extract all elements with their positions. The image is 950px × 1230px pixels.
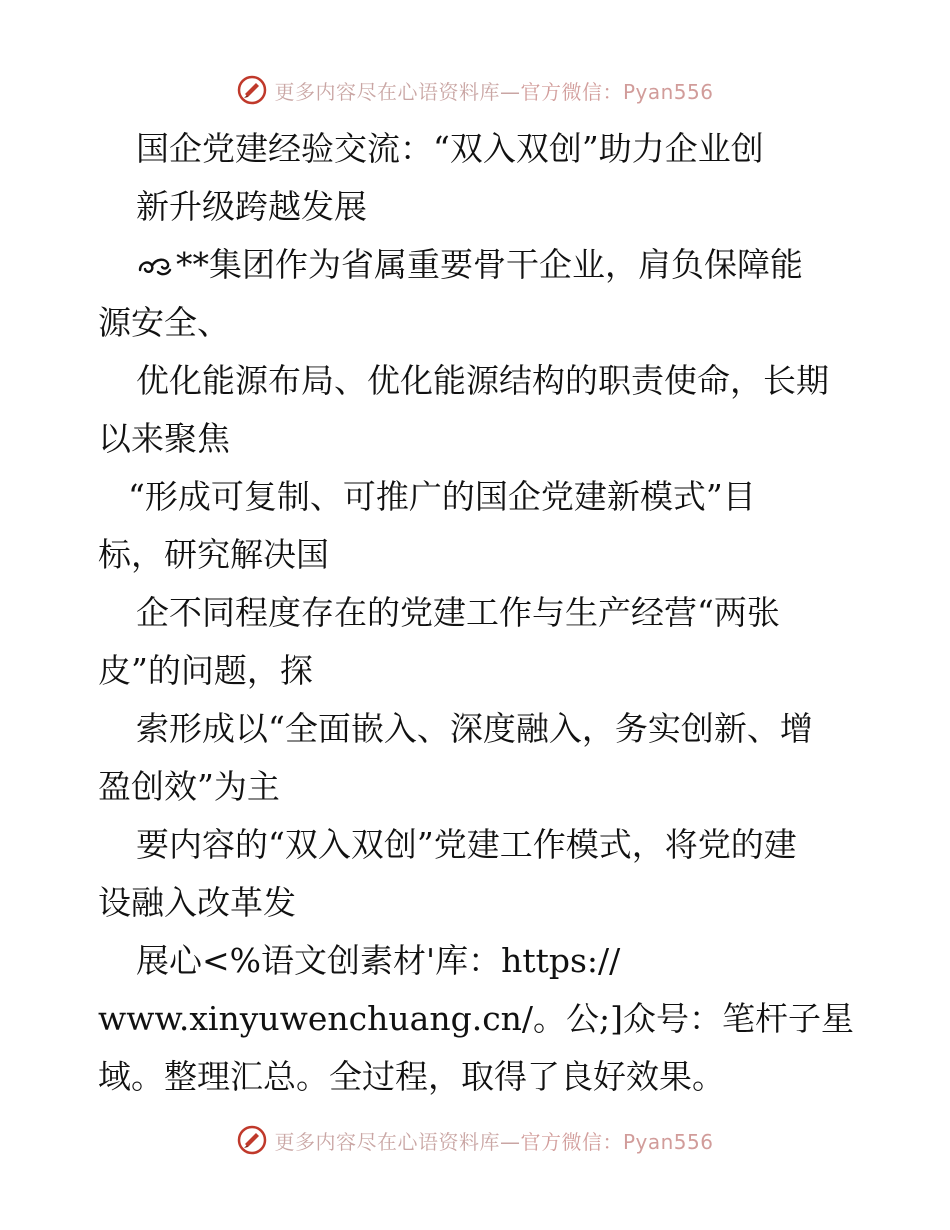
header-wechat-text: 官方微信：Pyan556	[520, 79, 714, 104]
doc-line-14: 设融入改革发	[98, 883, 296, 922]
doc-line-5: 优化能源布局、优化能源结构的职责使命，长期	[136, 361, 829, 400]
document-body	[98, 120, 858, 1106]
header-banner	[0, 70, 950, 110]
doc-line-8: 标，研究解决国	[98, 535, 329, 574]
header-banner-text	[274, 76, 713, 105]
footer-banner-text	[274, 1126, 713, 1155]
doc-line-17: 域。整理汇总。全过程，取得了良好效果。	[98, 1057, 725, 1096]
brand-logo-icon	[236, 1124, 268, 1156]
doc-line-6: 以来聚焦	[98, 419, 230, 458]
doc-line-1: 国企党建经验交流：“双入双创”助力企业创	[136, 129, 764, 168]
doc-line-2: 新升级跨越发展	[136, 187, 367, 226]
doc-line-4: 源安全、	[98, 303, 230, 342]
doc-line-15: 展心<%语文创素材'库：https://	[136, 941, 621, 980]
footer-wechat-text: 官方微信：Pyan556	[520, 1129, 714, 1154]
header-site-text: 更多内容尽在心语资料库	[274, 79, 500, 104]
doc-line-3-text: **集团作为省属重要骨干企业，肩负保障能	[176, 245, 803, 284]
doc-line-11: 索形成以“全面嵌入、深度融入，务实创新、增	[136, 709, 813, 748]
doc-line-7: “形成可复制、可推广的国企党建新模式”目	[128, 477, 756, 516]
header-separator: —	[499, 79, 521, 104]
doc-line-12: 盈创效”为主	[98, 767, 280, 806]
footer-separator: —	[499, 1129, 521, 1154]
footer-banner	[0, 1120, 950, 1160]
ornament-glyph-icon	[136, 250, 174, 280]
doc-line-16: www.xinyuwenchuang.cn/。公;]众号：笔杆子星	[98, 999, 855, 1038]
footer-site-text: 更多内容尽在心语资料库	[274, 1129, 500, 1154]
doc-line-9: 企不同程度存在的党建工作与生产经营“两张	[136, 593, 780, 632]
brand-logo-icon	[236, 74, 268, 106]
doc-line-10: 皮”的问题，探	[98, 651, 313, 690]
doc-line-3	[98, 236, 858, 294]
doc-line-13: 要内容的“双入双创”党建工作模式，将党的建	[136, 825, 797, 864]
